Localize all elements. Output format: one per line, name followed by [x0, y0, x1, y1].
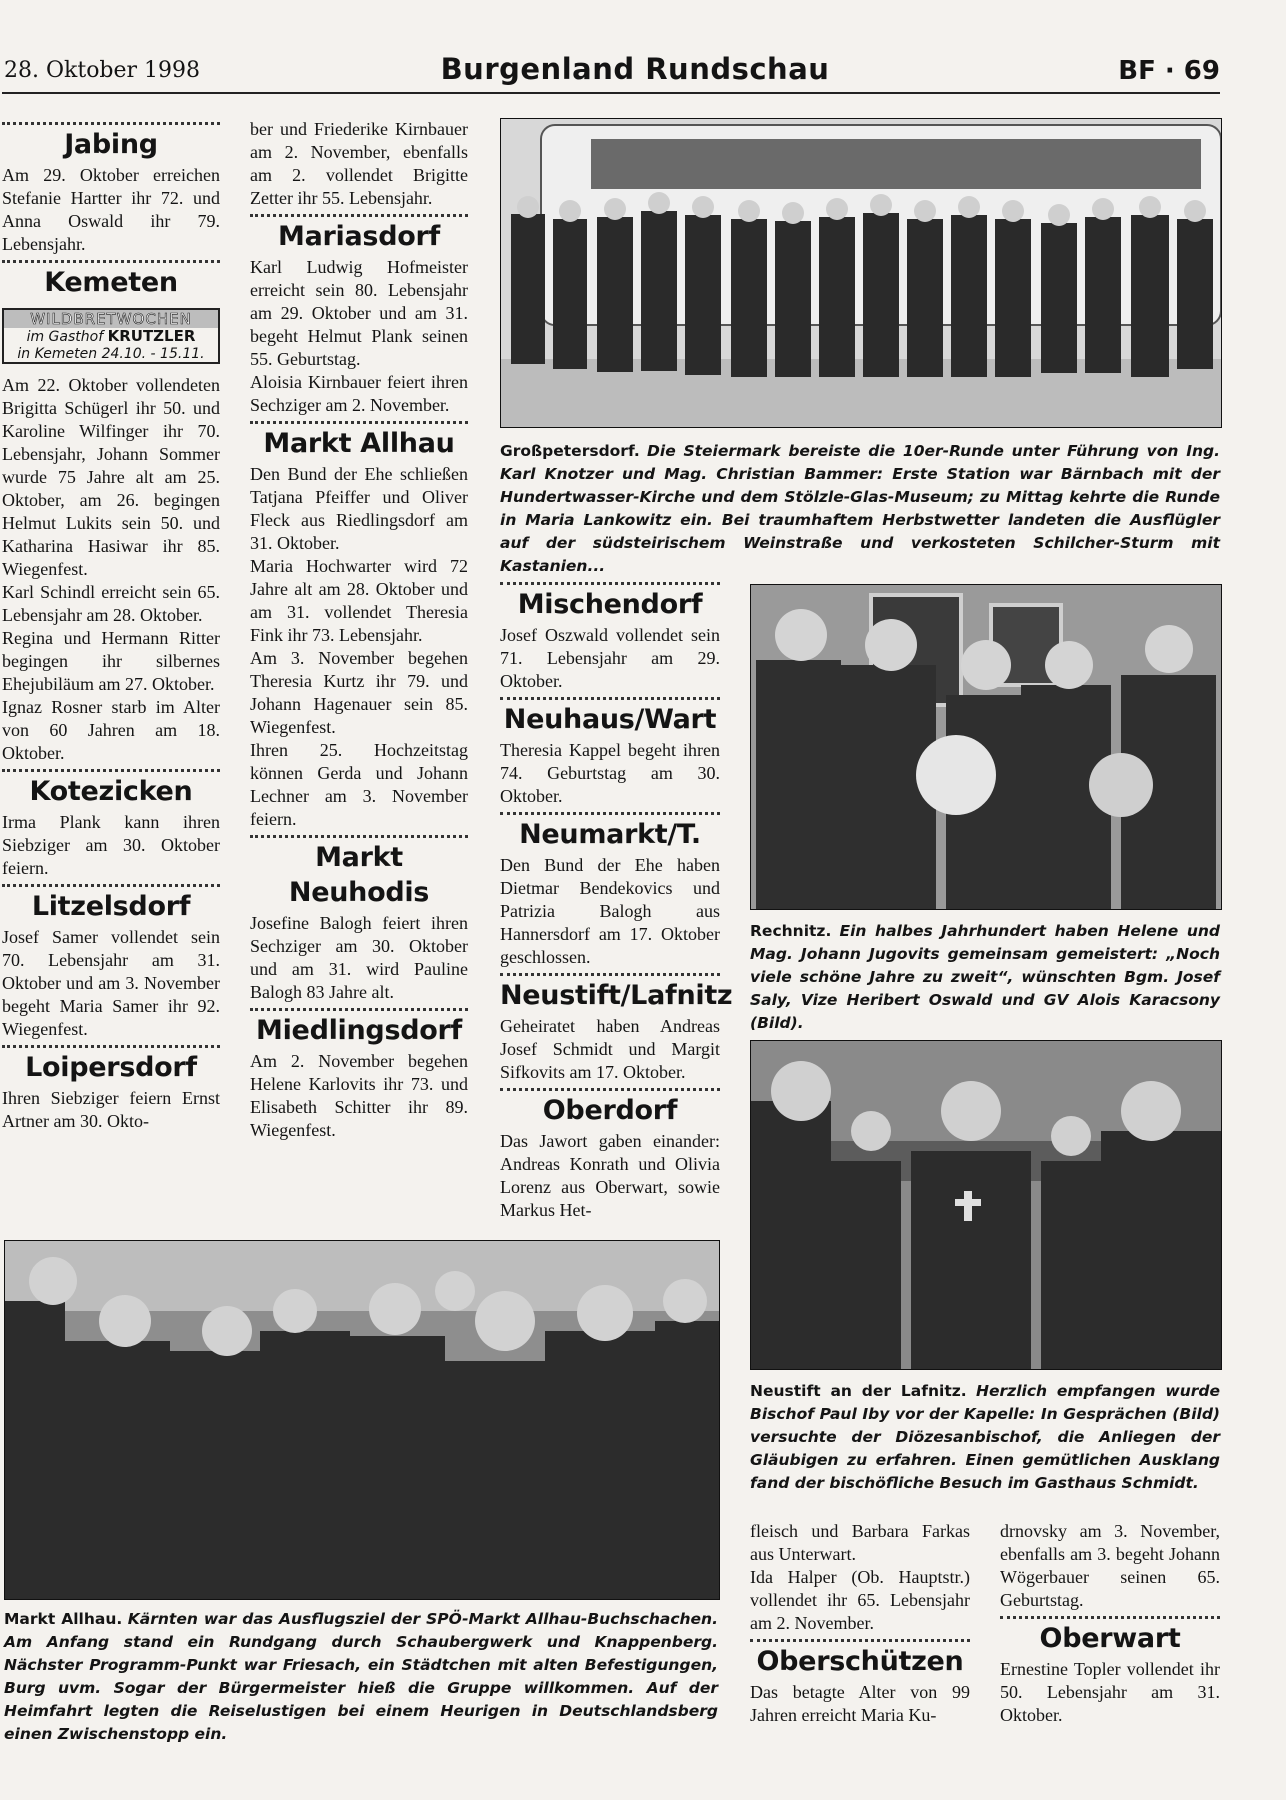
- allhau-image: [5, 1241, 719, 1599]
- article-kemeten-4: Ignaz Rosner starb im Alter von 60 Jahren am 18. Oktober.: [2, 697, 220, 763]
- heading-loipersdorf: Loipersdorf: [25, 1052, 197, 1083]
- page-number: BF · 69: [1118, 56, 1220, 86]
- caption-text: Die Steiermark bereiste die 10er-Runde unter Führung von Ing. Karl Knotzer und Mag. Christian Bammer: Erste Station war Bärnbach mit der Hundertwasser-Kirche und dem Stölzle-Glas-Museum; zu Mittag kehrte die Runde in Maria Lankowitz ein. Bei traumhaftem Herbstwetter landeten die Ausflügler auf der südsteirischem Weinstraße und verkosteten Schilcher-Sturm mit Kastanien...: [500, 442, 1220, 575]
- heading-mariasdorf: Mariasdorf: [278, 221, 440, 252]
- divider: [2, 1045, 220, 1048]
- advertisement-box: [2, 308, 220, 364]
- article-kemeten-3: Regina und Hermann Ritter begingen ihr silbernes Ehejubiläum am 27. Oktober.: [2, 628, 220, 694]
- article-loipersdorf: Ihren Siebziger feiern Ernst Artner am 30. Okto-: [2, 1088, 220, 1131]
- article-neumarkt: Den Bund der Ehe haben Dietmar Bendekovics und Patrizia Balogh aus Hannersdorf am 17. Oktober geschlossen.: [500, 855, 720, 967]
- divider: [2, 260, 220, 263]
- divider: [2, 884, 220, 887]
- column-bottom-b: [1000, 1520, 1220, 1727]
- column-1: [2, 118, 220, 1133]
- neustift-image: [751, 1041, 1221, 1369]
- photo-neustift-bishop: [750, 1040, 1222, 1370]
- caption-markt-allhau: [4, 1608, 718, 1746]
- heading-jabing: Jabing: [64, 129, 158, 160]
- heading-mischendorf: Mischendorf: [517, 589, 703, 620]
- caption-place: Neustift an der Lafnitz.: [750, 1382, 967, 1400]
- article-oberdorf-2: Ida Halper (Ob. Hauptstr.) vollendet ihr 65. Lebensjahr am 2. November.: [750, 1567, 970, 1633]
- ad-line-1: [4, 328, 218, 346]
- caption-rechnitz: [750, 920, 1220, 1035]
- photo-markt-allhau-group: [4, 1240, 720, 1600]
- caption-text: Ein halbes Jahrhundert haben Helene und Mag. Johann Jugovits gemeinsam gemeistert: „Noch viele schöne Jahre zu zweit“, wünschten Bgm. Josef Saly, Vize Heribert Oswald und GV Alois Karacsony (Bild).: [750, 922, 1220, 1032]
- caption-neustift: [750, 1380, 1220, 1495]
- caption-place: Großpetersdorf.: [500, 442, 640, 460]
- article-markt-neuhodis: Josefine Balogh feiert ihren Sechziger am 30. Oktober und am 31. wird Pauline Balogh 83 Jahre alt.: [250, 913, 468, 1002]
- article-markt-allhau-1: Den Bund der Ehe schließen Tatjana Pfeiffer und Oliver Fleck aus Riedlingsdorf am 31. Oktober.: [250, 464, 468, 553]
- article-oberschuetzen: Das betagte Alter von 99 Jahren erreicht Maria Ku-: [750, 1682, 970, 1725]
- photo-rechnitz-couple: [750, 584, 1222, 910]
- divider: [500, 697, 720, 700]
- ad-title: WILDBRETWOCHEN: [4, 310, 218, 328]
- article-kotezicken: Irma Plank kann ihren Siebziger am 30. Oktober feiern.: [2, 812, 220, 878]
- divider: [750, 1639, 970, 1642]
- divider: [500, 973, 720, 976]
- heading-markt-neuhodis: Markt Neuhodis: [288, 842, 430, 908]
- caption-text: Herzlich empfangen wurde Bischof Paul Iby vor der Kapelle: In Gesprächen (Bild) versuchte der Diözesanbischof, die Anliegen der Gläubigen zu erfahren. Einen gemütlichen Ausklang fand der bischöfliche Besuch im Gasthaus Schmidt.: [750, 1382, 1220, 1492]
- heading-oberschuetzen: Oberschützen: [756, 1646, 964, 1677]
- heading-neuhaus-wart: Neuhaus/Wart: [503, 704, 717, 735]
- article-mariasdorf-2: Aloisia Kirnbauer feiert ihren Sechziger am 2. November.: [250, 372, 468, 415]
- article-jabing: Am 29. Oktober erreichen Stefanie Hartter ihr 72. und Anna Oswald ihr 79. Lebensjahr.: [2, 165, 220, 254]
- heading-neustift-lafnitz: Neustift/Lafnitz: [500, 980, 733, 1011]
- divider: [2, 122, 220, 125]
- ad-line-2: in Kemeten 24.10. - 15.11.: [17, 346, 205, 362]
- heading-oberdorf: Oberdorf: [542, 1095, 678, 1126]
- heading-litzelsdorf: Litzelsdorf: [31, 891, 191, 922]
- divider: [500, 1088, 720, 1091]
- article-mariasdorf-1: Karl Ludwig Hofmeister erreicht sein 80. Lebensjahr am 29. Oktober und am 31. begeht Helmut Plank seinen 55. Geburtstag.: [250, 257, 468, 369]
- heading-miedlingsdorf: Miedlingsdorf: [256, 1015, 462, 1046]
- heading-oberwart: Oberwart: [1039, 1623, 1181, 1654]
- divider: [2, 769, 220, 772]
- rechnitz-image: [751, 585, 1221, 909]
- heading-kemeten: Kemeten: [44, 267, 178, 298]
- caption-grosspetersdorf: [500, 440, 1220, 578]
- divider: [250, 421, 468, 424]
- divider: [250, 835, 468, 838]
- article-markt-allhau-4: Ihren 25. Hochzeitstag können Gerda und Johann Lechner am 3. November feiern.: [250, 740, 468, 829]
- article-oberdorf: Das Jawort gaben einander: Andreas Konrath und Olivia Lorenz aus Oberwart, sowie Markus Het-: [500, 1131, 720, 1220]
- header-rule: [2, 92, 1220, 94]
- column-bottom-a: [750, 1520, 970, 1727]
- article-kemeten-2: Karl Schindl erreicht sein 65. Lebensjahr am 28. Oktober.: [2, 582, 220, 625]
- issue-date: 28. Oktober 1998: [4, 58, 201, 83]
- article-oberschuetzen-continuation: drnovsky am 3. November, ebenfalls am 3. begeht Johann Wögerbauer seinen 65. Geburtstag.: [1000, 1521, 1220, 1610]
- article-mischendorf: Josef Oszwald vollendet sein 71. Lebensjahr am 29. Oktober.: [500, 625, 720, 691]
- article-oberdorf-continuation: fleisch und Barbara Farkas aus Unterwart.: [750, 1521, 970, 1564]
- article-markt-allhau-2: Maria Hochwarter wird 72 Jahre alt am 28. Oktober und am 31. vollendet Theresia Fink ihr 73. Lebensjahr.: [250, 556, 468, 645]
- caption-place: Rechnitz.: [750, 922, 832, 940]
- article-continuation: ber und Friederike Kirnbauer am 2. November, ebenfalls am 2. vollendet Brigitte Zetter ihr 55. Lebensjahr.: [250, 119, 468, 208]
- newspaper-title: Burgenland Rundschau: [440, 52, 830, 86]
- photo-bus-group: [500, 118, 1222, 428]
- divider: [250, 1008, 468, 1011]
- ad-prefix: im Gasthof: [26, 329, 108, 345]
- article-miedlingsdorf: Am 2. November begehen Helene Karlovits ihr 73. und Elisabeth Schitter ihr 89. Wiegenfest.: [250, 1051, 468, 1140]
- article-oberwart: Ernestine Topler vollendet ihr 50. Lebensjahr am 31. Oktober.: [1000, 1659, 1220, 1725]
- divider: [500, 582, 720, 585]
- heading-markt-allhau: Markt Allhau: [263, 428, 455, 459]
- divider: [500, 812, 720, 815]
- article-markt-allhau-3: Am 3. November begehen Theresia Kurtz ihr 79. und Johann Hagenauer sein 85. Wiegenfest.: [250, 648, 468, 737]
- heading-kotezicken: Kotezicken: [29, 776, 193, 807]
- column-3: [500, 578, 733, 1222]
- article-neustift-lafnitz: Geheiratet haben Andreas Josef Schmidt und Margit Sifkovits am 17. Oktober.: [500, 1016, 720, 1082]
- article-kemeten-1: Am 22. Oktober vollendeten Brigitta Schügerl ihr 50. und Karoline Wilfinger ihr 70. Lebensjahr, Johann Sommer wurde 75 Jahre alt am 25. Oktober, am 26. begingen Helmut Lukits sein 50. und Katharina Hasiwar ihr 85. Wiegenfest.: [2, 375, 220, 579]
- article-neuhaus-wart: Theresia Kappel begeht ihren 74. Geburtstag am 30. Oktober.: [500, 740, 720, 806]
- divider: [1000, 1616, 1220, 1619]
- article-litzelsdorf: Josef Samer vollendet sein 70. Lebensjahr am 31. Oktober und am 3. November begeht Maria Samer ihr 92. Wiegenfest.: [2, 927, 220, 1039]
- bus-group-image: [501, 119, 1221, 427]
- ad-restaurant-name: KRUTZLER: [107, 327, 196, 345]
- divider: [250, 214, 468, 217]
- column-2: [250, 118, 468, 1142]
- caption-place: Markt Allhau.: [4, 1610, 123, 1628]
- heading-neumarkt: Neumarkt/T.: [519, 819, 701, 850]
- caption-text: Kärnten war das Ausflugsziel der SPÖ-Markt Allhau-Buchschachen. Am Anfang stand ein Rundgang durch Schaubergwerk und Knappenberg. Nächster Programm-Punkt war Friesach, ein Städtchen mit alten Befestigungen, Burg uvm. Sogar der Bürgermeister hieß die Gruppe willkommen. Auf der Heimfahrt legten die Reiselustigen bei einem Heurigen in Deutschlandsberg einen Zwischenstopp ein.: [4, 1610, 718, 1743]
